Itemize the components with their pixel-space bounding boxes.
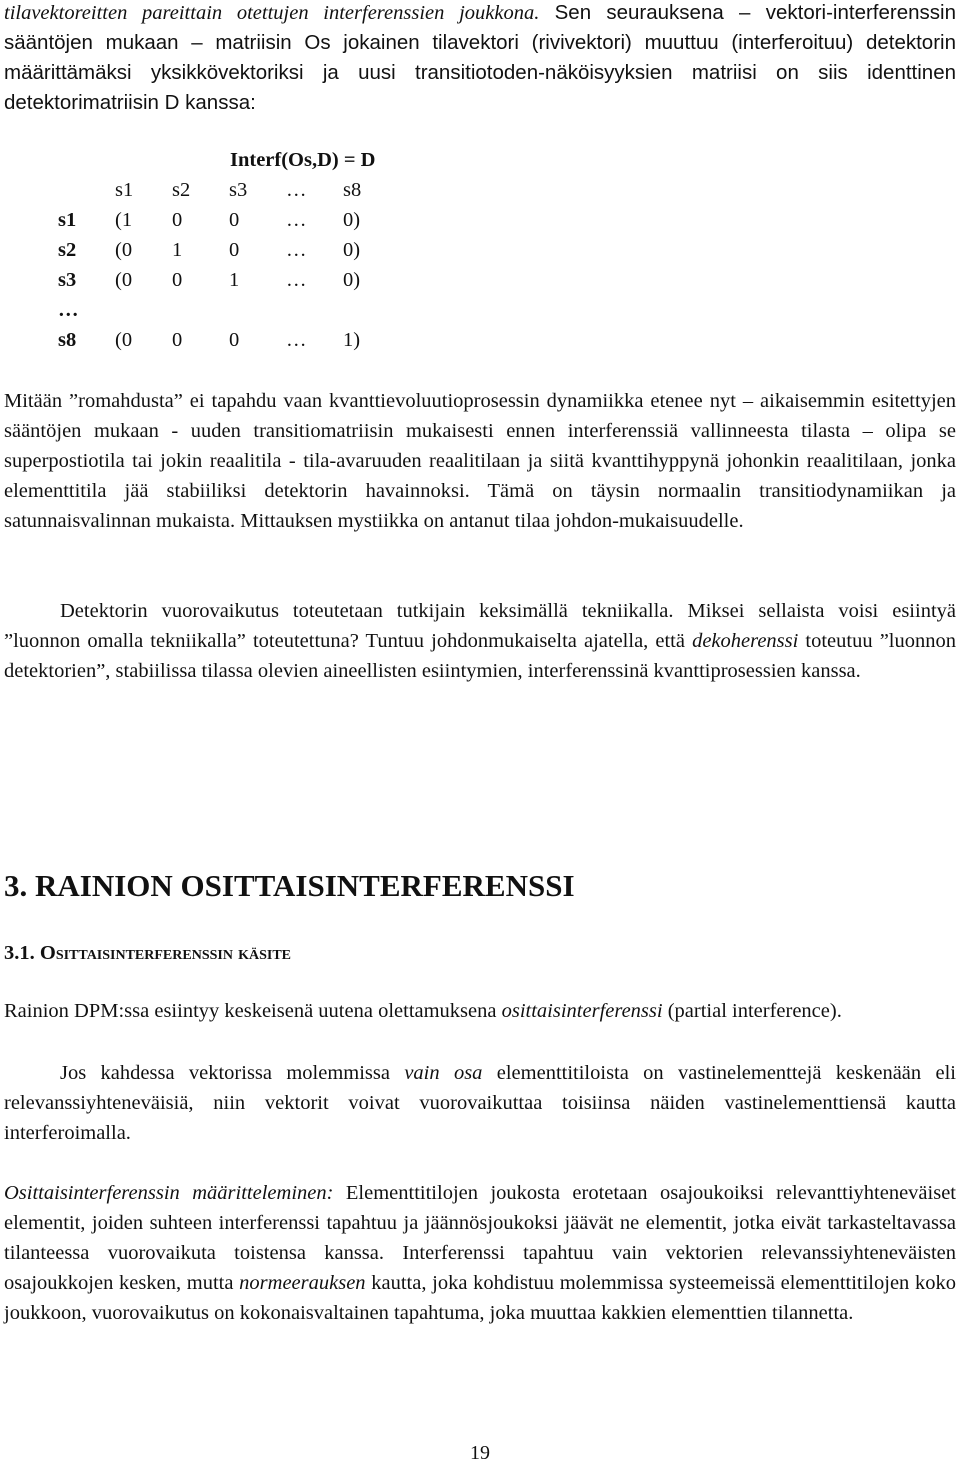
matrix-cell: (0 [115, 269, 133, 291]
matrix-title: Interf(Os,D) = D [230, 149, 376, 171]
paragraph-text: Elementtitilojen joukosta erotetaan osajoukoiksi relevanttiyhteneväiset elementit, joiden suhteen interferenssi tapahtuu ja jäännösjoukoksi jäävät ne elementit, jotka eivät tarkasteltavassa tilanteessa vuorovaikuta toistensa kanssa. Interferenssi tapahtuu vain vektorien relevanssiyhteneväisten osajoukkojen kesken, mutta [4, 1182, 956, 1294]
matrix-cell: (0 [115, 239, 133, 261]
matrix-cell: 0 [229, 329, 240, 351]
matrix-cell: 0 [172, 329, 183, 351]
paragraph-text: Rainion DPM:ssa esiintyy keskeisenä uutena olettamuksena [4, 1000, 502, 1022]
matrix-row-label: s3 [58, 269, 77, 291]
subsection-title: Osittaisinterferenssin käsite [39, 942, 291, 964]
paragraph-text: Jos kahdessa vektorissa molemmissa [60, 1062, 405, 1084]
subsection-number: 3.1. [4, 942, 40, 964]
italic-term: osittaisinterferenssi [501, 1000, 663, 1022]
intro-italic-text: tilavektoreitten pareittain otettujen interferenssien joukkona. [4, 2, 540, 24]
matrix-cell: (0 [115, 329, 133, 351]
matrix-row-label: s2 [58, 239, 77, 261]
matrix-cell: 1) [343, 329, 361, 351]
intro-text-a: Sen seurauksena – vektori-interferenssin sääntöjen mukaan – matriisin [4, 1, 956, 54]
paragraph-text: (partial interference). [662, 1000, 842, 1022]
paragraph-vectors [4, 1058, 956, 1148]
matrix-cell: … [286, 329, 307, 351]
paragraph-text: toteutuu ”luonnon detektorien”, stabiilissa tilassa olevien aineellisten esiintymien, interferenssinä kvanttiprosessien kanssa. [4, 630, 956, 682]
paragraph-text: kautta, joka kohdistuu molemmissa systeemeissä elementtitilojen koko joukkoon, vuorovaikutus on kokonaisvaltainen tapahtuma, joka muuttaa kakkien elementtien tilannetta. [4, 1272, 956, 1324]
matrix-cell: … [286, 209, 307, 231]
matrix-cell: 0 [172, 209, 183, 231]
paragraph-partial-interference [4, 996, 956, 1026]
matrix-cell: 0) [343, 269, 361, 291]
matrix-header-cell: s8 [343, 179, 362, 201]
definition-lead: Osittaisinterferenssin määritteleminen: [4, 1182, 334, 1204]
matrix-cell: 0 [229, 209, 240, 231]
matrix-row-label: s8 [58, 329, 77, 351]
paragraph-definition [4, 1178, 956, 1328]
matrix-cell: 0 [229, 239, 240, 261]
matrix-cell: 0) [343, 239, 361, 261]
matrix-row-label: … [58, 299, 79, 321]
page-number: 19 [470, 1442, 490, 1464]
matrix-header-cell: s1 [115, 179, 134, 201]
subsection-heading [4, 938, 291, 968]
intro-text-b: jokainen tilavektori (rivivektori) muuttuu (interferoituu) detektorin määrittämäksi yksikkövektoriksi ja uusi transitiotoden-näköisyyksien matriisi on siis identtinen detektorimatriisin D kanssa: [4, 31, 956, 114]
section-heading: 3. RAINION OSITTAISINTERFERENSSI [4, 868, 575, 903]
intro-paragraph [4, 0, 956, 118]
paragraph-collapse [4, 386, 956, 536]
matrix-cell: … [286, 269, 307, 291]
matrix-header-cell: … [286, 179, 307, 201]
matrix-row-label: s1 [58, 209, 77, 231]
matrix-header-cell: s2 [172, 179, 191, 201]
paragraph-text: elementtitiloista on vastinelementtejä keskenään eli relevanssiyhteneväisiä, niin vektorit voivat vuorovaikuttaa toisiinsa näiden vastinelementtiensä kautta interferoimalla. [4, 1062, 956, 1144]
italic-term: dekoherenssi [692, 630, 799, 652]
matrix-cell: 1 [172, 239, 183, 261]
matrix-cell: 1 [229, 269, 240, 291]
os-symbol: Os [304, 31, 331, 54]
italic-term: vain osa [404, 1062, 483, 1084]
matrix-header-cell: s3 [229, 179, 248, 201]
italic-term: normeerauksen [239, 1272, 366, 1294]
matrix-cell: (1 [115, 209, 133, 231]
paragraph-detector [4, 596, 956, 686]
paragraph-text: Mitään ”romahdusta” ei tapahdu vaan kvanttievoluutioprosessin dynamiikka etenee nyt – aikaisemmin esitettyjen sääntöjen mukaan - uuden transitiomatriisin mukaisesti ennen interferenssiä vallinneesta tilasta – olipa se superpostiotila tai jokin reaalitila - tila-avaruuden reaalitilaan ja siitä kvanttihyppynä johonkin reaalitilaan, jonka elementtitila jää stabiiliksi detektorin havainnoksi. Tämä on täysin normaalin transitiodynamiikan ja satunnaisvalinnan mukaista. Mittauksen mystiikka on antanut tilaa johdon-mukaisuudelle. [4, 390, 956, 532]
matrix-cell: 0 [172, 269, 183, 291]
matrix-cell: … [286, 239, 307, 261]
paragraph-text: Detektorin vuorovaikutus toteutetaan tutkijain keksimällä tekniikalla. Miksei sellaista voisi esiintyä ”luonnon omalla tekniikalla” toteutettuna? Tuntuu johdonmukaiselta ajatella, että [4, 600, 956, 652]
matrix-cell: 0) [343, 209, 361, 231]
